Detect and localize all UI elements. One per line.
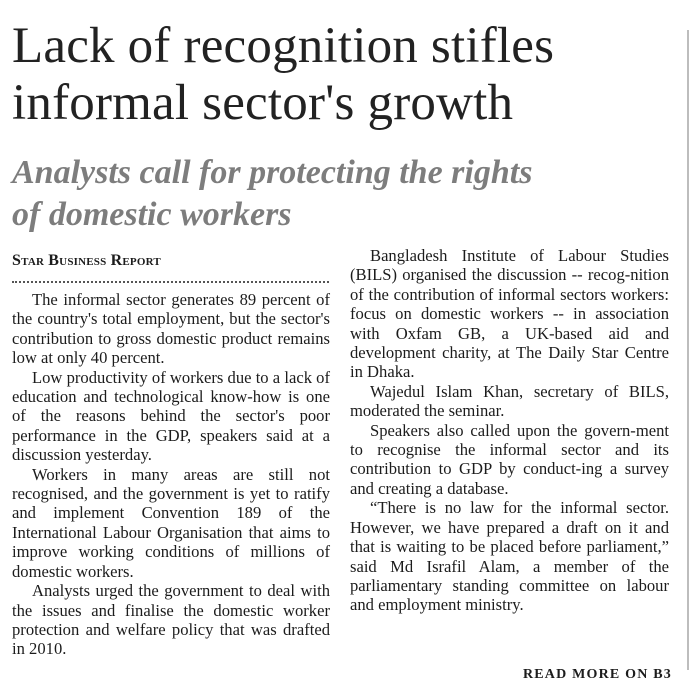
paragraph: Analysts urged the government to deal with the issues and finalise the domestic worker protection and welfare policy that was drafted in 2010. (12, 581, 330, 659)
paragraph: Low productivity of workers due to a lack of education and technological know-how is one of the reasons behind the sector's poor performance in the GDP, speakers said at a discussion yesterday. (12, 367, 330, 465)
paragraph: Workers in many areas are still not recognised, and the government is yet to ratify and implement Convention 189 of the International Labour Organisation that aims to improve working conditions of millions of domestic workers. (12, 464, 330, 581)
read-more-link[interactable]: READ MORE ON B3 (522, 667, 672, 682)
subheadline-line-1: Analysts call for protecting the rights (12, 154, 533, 191)
headline-line-1: Lack of recognition stifles (12, 18, 555, 74)
paragraph: The informal sector generates 89 percent of the country's total employment, but the sector's contribution to gross domestic product remains low at only 40 percent. (12, 290, 330, 368)
headline-line-2: informal sector's growth (12, 75, 514, 131)
subheadline (12, 152, 682, 236)
paragraph: Speakers also called upon the govern-ment to recognise the informal sector and its contribution to GDP by conduct-ing a survey and creating a database. (350, 420, 669, 498)
subheadline-line-2: of domestic workers (12, 196, 292, 233)
column-divider (687, 30, 689, 670)
paragraph: “There is no law for the informal sector. However, we have prepared a draft on it and that is waiting to be placed before parliament,” said Md Israfil Alam, a member of the parliamentary standing committee on labour and employment ministry. (350, 498, 669, 615)
paragraph: Bangladesh Institute of Labour Studies (BILS) organised the discussion -- recog-nition of the contribution of informal sectors workers: focus on domestic workers -- in association with Oxfam GB, a UK-based aid and development charity, at The Daily Star Centre in Dhaka. (350, 246, 669, 382)
headline (12, 18, 682, 132)
byline: Star Business Report (12, 252, 161, 269)
dotted-rule (12, 281, 329, 283)
left-column (12, 290, 330, 659)
right-column (350, 246, 669, 615)
paragraph: Wajedul Islam Khan, secretary of BILS, moderated the seminar. (350, 381, 669, 421)
